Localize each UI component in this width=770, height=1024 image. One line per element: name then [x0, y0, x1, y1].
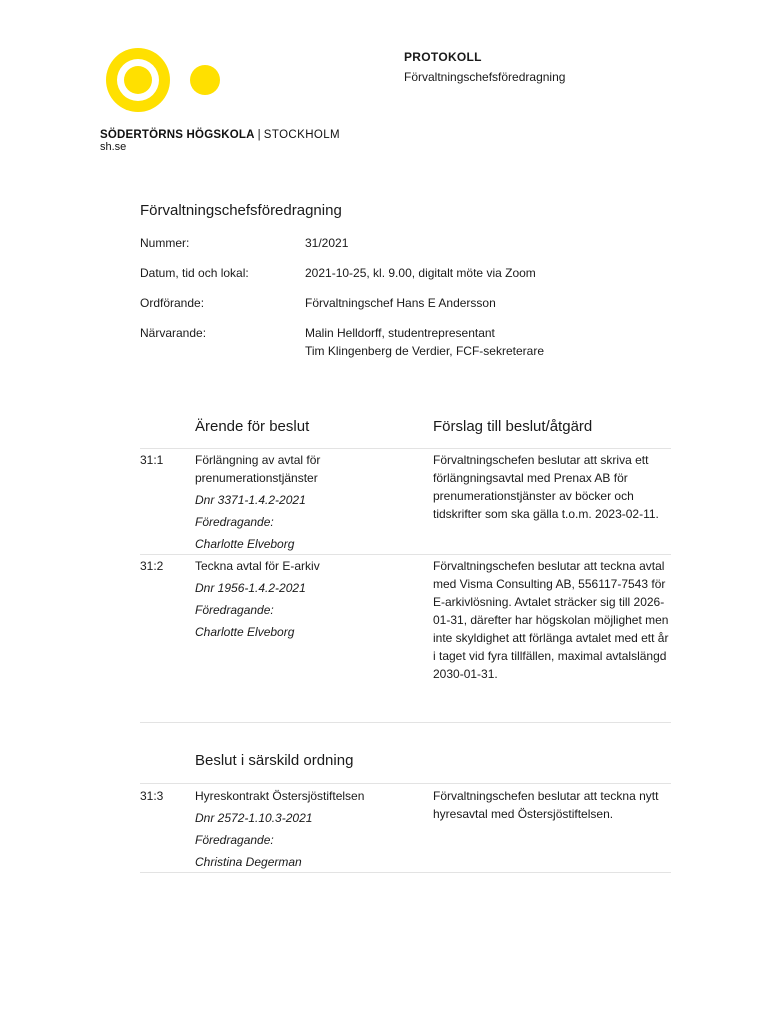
item-dnr: Dnr 1956-1.4.2-2021	[195, 581, 306, 595]
meta-table	[140, 234, 680, 372]
meta-value: Förvaltningschef Hans E Andersson	[305, 296, 496, 310]
column-heading-proposal: Förslag till beslut/åtgärd	[433, 418, 593, 435]
divider	[140, 448, 671, 449]
item-presenter-label: Föredragande:	[195, 833, 274, 847]
divider	[140, 554, 671, 555]
item-presenter: Christina Degerman	[195, 855, 302, 869]
brand-wordmark	[100, 129, 340, 141]
section-heading: Beslut i särskild ordning	[195, 752, 354, 769]
meta-row-number	[140, 234, 680, 252]
brand-site: sh.se	[100, 141, 127, 153]
divider	[140, 872, 671, 873]
brand-separator: |	[257, 129, 261, 141]
page-title: Förvaltningschefsföredragning	[140, 202, 342, 219]
item-number: 31:3	[140, 789, 164, 803]
item-number: 31:2	[140, 559, 164, 573]
item-number: 31:1	[140, 453, 164, 467]
document-header	[404, 50, 565, 84]
meta-key: Närvarande:	[140, 326, 207, 340]
document-subtitle: Förvaltningschefsföredragning	[404, 70, 566, 84]
item-presenter-label: Föredragande:	[195, 603, 274, 617]
divider	[140, 783, 671, 784]
logo-circles-icon	[98, 42, 228, 122]
item-presenter-label: Föredragande:	[195, 515, 274, 529]
item-proposal: Förvaltningschefen beslutar att teckna avtal med Visma Consulting AB, 556117-7543 för E-arkivlösning. Avtalet sträcker sig till 2026-01-31, därefter har högskolan möjlighet men inte skyldighet att förlänga avtalet med ett år i taget vid fyra tillfällen, maximal avtalslängd 2030-01-31.	[433, 559, 669, 681]
item-dnr: Dnr 2572-1.10.3-2021	[195, 811, 313, 825]
item-presenter: Charlotte Elveborg	[195, 625, 295, 639]
divider	[140, 722, 671, 723]
item-subject: Teckna avtal för E-arkiv	[195, 559, 320, 573]
meta-value-group	[305, 324, 680, 360]
item-details	[195, 557, 410, 641]
meta-row-present	[140, 324, 680, 360]
meta-value: 2021-10-25, kl. 9.00, digitalt möte via Zoom	[305, 266, 536, 280]
document-kind: PROTOKOLL	[404, 50, 482, 64]
meta-key: Ordförande:	[140, 296, 205, 310]
item-proposal: Förvaltningschefen beslutar att teckna nytt hyresavtal med Östersjöstiftelsen.	[433, 789, 659, 821]
university-logo	[98, 42, 341, 162]
column-heading-matter: Ärende för beslut	[195, 418, 310, 435]
brand-city: STOCKHOLM	[263, 129, 341, 141]
item-details	[195, 787, 410, 871]
item-proposal: Förvaltningschefen beslutar att skriva ett förlängningsavtal med Prenax AB för prenumerationstjänster av böcker och tidskrifter som ska gälla t.o.m. 2023-02-11.	[433, 453, 659, 521]
item-presenter: Charlotte Elveborg	[195, 537, 295, 551]
meta-value: Tim Klingenberg de Verdier, FCF-sekreterare	[305, 344, 544, 358]
meta-value: 31/2021	[305, 236, 349, 250]
meta-value: Malin Helldorff, studentrepresentant	[305, 326, 495, 340]
brand-name: SÖDERTÖRNS HÖGSKOLA	[100, 129, 255, 141]
item-dnr: Dnr 3371-1.4.2-2021	[195, 493, 306, 507]
item-subject: Förlängning av avtal för prenumerationstjänster	[195, 453, 321, 485]
meta-key: Datum, tid och lokal:	[140, 266, 249, 280]
meta-row-chair	[140, 294, 680, 312]
meta-key: Nummer:	[140, 236, 190, 250]
item-details	[195, 451, 410, 553]
meta-row-date	[140, 264, 680, 282]
item-subject: Hyreskontrakt Östersjöstiftelsen	[195, 789, 365, 803]
